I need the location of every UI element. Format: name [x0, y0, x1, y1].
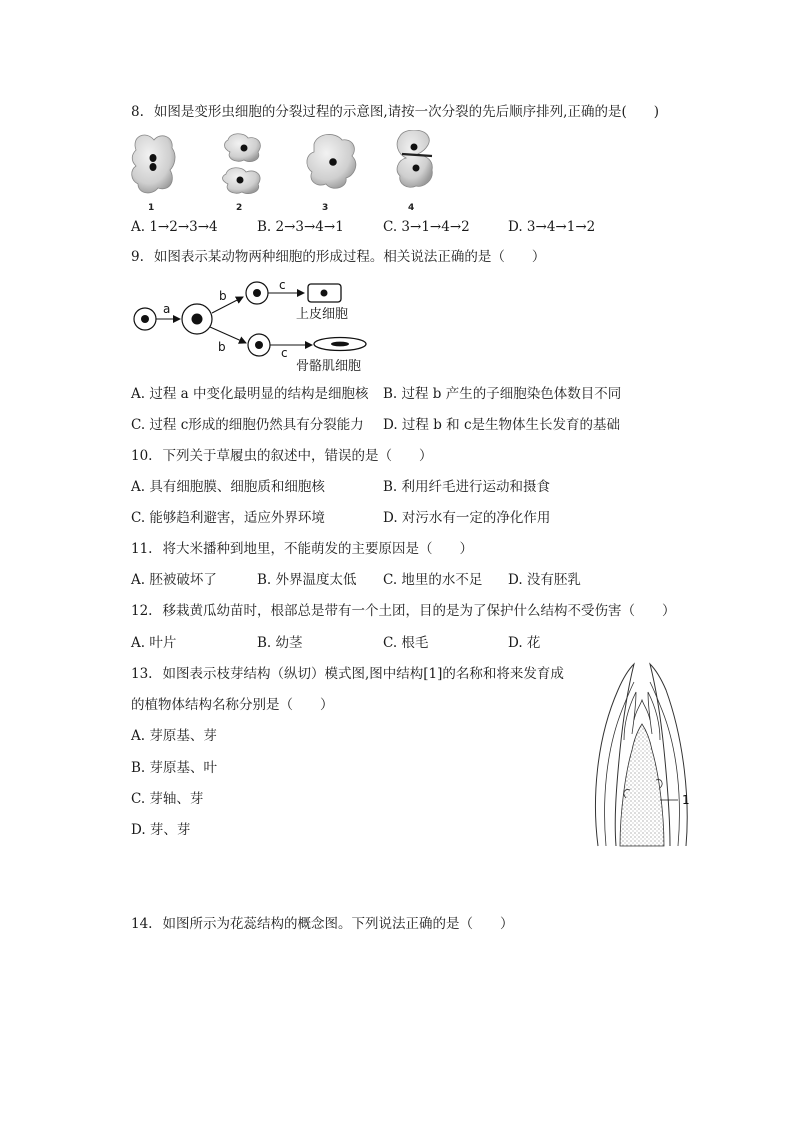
q11-option-c[interactable]: C. 地里的水不足 [383, 572, 483, 588]
question-number: 10. [131, 448, 153, 464]
question-8-stem [131, 103, 659, 121]
bud-longitudinal-section-figure [590, 660, 700, 850]
cell-formation-figure [130, 277, 390, 377]
q10-option-b[interactable]: B. 利用纤毛进行运动和摄食 [383, 479, 551, 495]
stage-label-1: 1 [148, 203, 155, 213]
q11-option-d[interactable]: D. 没有胚乳 [508, 572, 581, 588]
question-number: 11. [131, 541, 153, 557]
process-label-b-top: b [219, 289, 227, 303]
question-9-stem [131, 248, 545, 266]
question-10-stem [131, 447, 432, 465]
q12-option-a[interactable]: A. 叶片 [131, 635, 177, 651]
epithelial-cell [308, 284, 341, 302]
question-text: 如图表示某动物两种细胞的形成过程。相关说法正确的是（ ） [153, 249, 546, 265]
process-label-c-top: c [279, 278, 286, 292]
process-label-c-bottom: c [281, 346, 288, 360]
skeletal-muscle-cell-label: 骨骼肌细胞 [296, 359, 362, 374]
stage-label-3: 3 [322, 203, 329, 213]
cell-daughter-top [246, 282, 268, 304]
question-number: 13. [131, 666, 153, 682]
q12-option-c[interactable]: C. 根毛 [383, 635, 429, 651]
question-number: 8. [131, 104, 144, 120]
bud-structure-label-1: 1 [682, 793, 690, 807]
question-text: 如图是变形虫细胞的分裂过程的示意图,请按一次分裂的先后顺序排列,正确的是( ) [153, 104, 660, 120]
q13-option-b[interactable]: B. 芽原基、叶 [131, 760, 218, 776]
amoeba-stage-2 [223, 134, 261, 213]
skeletal-muscle-cell [314, 338, 366, 351]
question-text: 下列关于草履虫的叙述中，错误的是（ ） [162, 448, 433, 464]
question-text: 如图表示枝芽结构（纵切）模式图,图中结构[1]的名称和将来发育成 [162, 666, 564, 682]
amoeba-stage-1 [132, 135, 175, 213]
q13-option-d[interactable]: D. 芽、芽 [131, 822, 191, 838]
stage-label-4: 4 [408, 203, 415, 213]
question-14-stem [131, 915, 513, 933]
process-label-a: a [163, 302, 171, 316]
amoeba-stage-4 [397, 130, 432, 213]
cell-initial [134, 308, 156, 330]
q8-option-c[interactable]: C. 3→1→4→2 [383, 219, 470, 235]
q9-option-d[interactable]: D. 过程 b 和 c是生物体生长发育的基础 [383, 417, 621, 433]
q11-option-b[interactable]: B. 外界温度太低 [257, 572, 357, 588]
q10-option-d[interactable]: D. 对污水有一定的净化作用 [383, 510, 551, 526]
q9-option-c[interactable]: C. 过程 c形成的细胞仍然具有分裂能力 [131, 417, 364, 433]
cell-enlarged [182, 304, 212, 334]
question-13-stem-cont: 的植物体结构名称分别是（ ） [131, 697, 334, 713]
stage-label-2: 2 [236, 203, 243, 213]
q13-option-c[interactable]: C. 芽轴、芽 [131, 791, 204, 807]
question-13-stem [131, 665, 564, 683]
question-11-stem [131, 540, 473, 558]
q10-option-c[interactable]: C. 能够趋利避害，适应外界环境 [131, 510, 325, 526]
q8-option-b[interactable]: B. 2→3→4→1 [257, 219, 344, 235]
q9-option-a[interactable]: A. 过程 a 中变化最明显的结构是细胞核 [131, 386, 369, 402]
question-text: 如图所示为花蕊结构的概念图。下列说法正确的是（ ） [162, 916, 514, 932]
q8-option-d[interactable]: D. 3→4→1→2 [508, 219, 596, 235]
process-label-b-bottom: b [218, 340, 226, 354]
question-12-stem [131, 602, 675, 620]
amoeba-division-figure [126, 130, 446, 214]
amoeba-stage-3 [307, 134, 356, 213]
question-number: 14. [131, 916, 153, 932]
q11-option-a[interactable]: A. 胚被破坏了 [131, 572, 217, 588]
q12-option-b[interactable]: B. 幼茎 [257, 635, 303, 651]
q10-option-a[interactable]: A. 具有细胞膜、细胞质和细胞核 [131, 479, 325, 495]
question-text: 将大米播种到地里，不能萌发的主要原因是（ ） [162, 541, 473, 557]
question-text: 移栽黄瓜幼苗时，根部总是带有一个土团，目的是为了保护什么结构不受伤害（ ） [162, 603, 676, 619]
q9-option-b[interactable]: B. 过程 b 产生的子细胞染色体数目不同 [383, 386, 622, 402]
q13-option-a[interactable]: A. 芽原基、芽 [131, 728, 217, 744]
question-number: 12. [131, 603, 153, 619]
q12-option-d[interactable]: D. 花 [508, 635, 541, 651]
epithelial-cell-label: 上皮细胞 [296, 307, 349, 322]
question-number: 9. [131, 249, 144, 265]
q8-option-a[interactable]: A. 1→2→3→4 [131, 219, 218, 235]
cell-daughter-bottom [248, 334, 270, 356]
